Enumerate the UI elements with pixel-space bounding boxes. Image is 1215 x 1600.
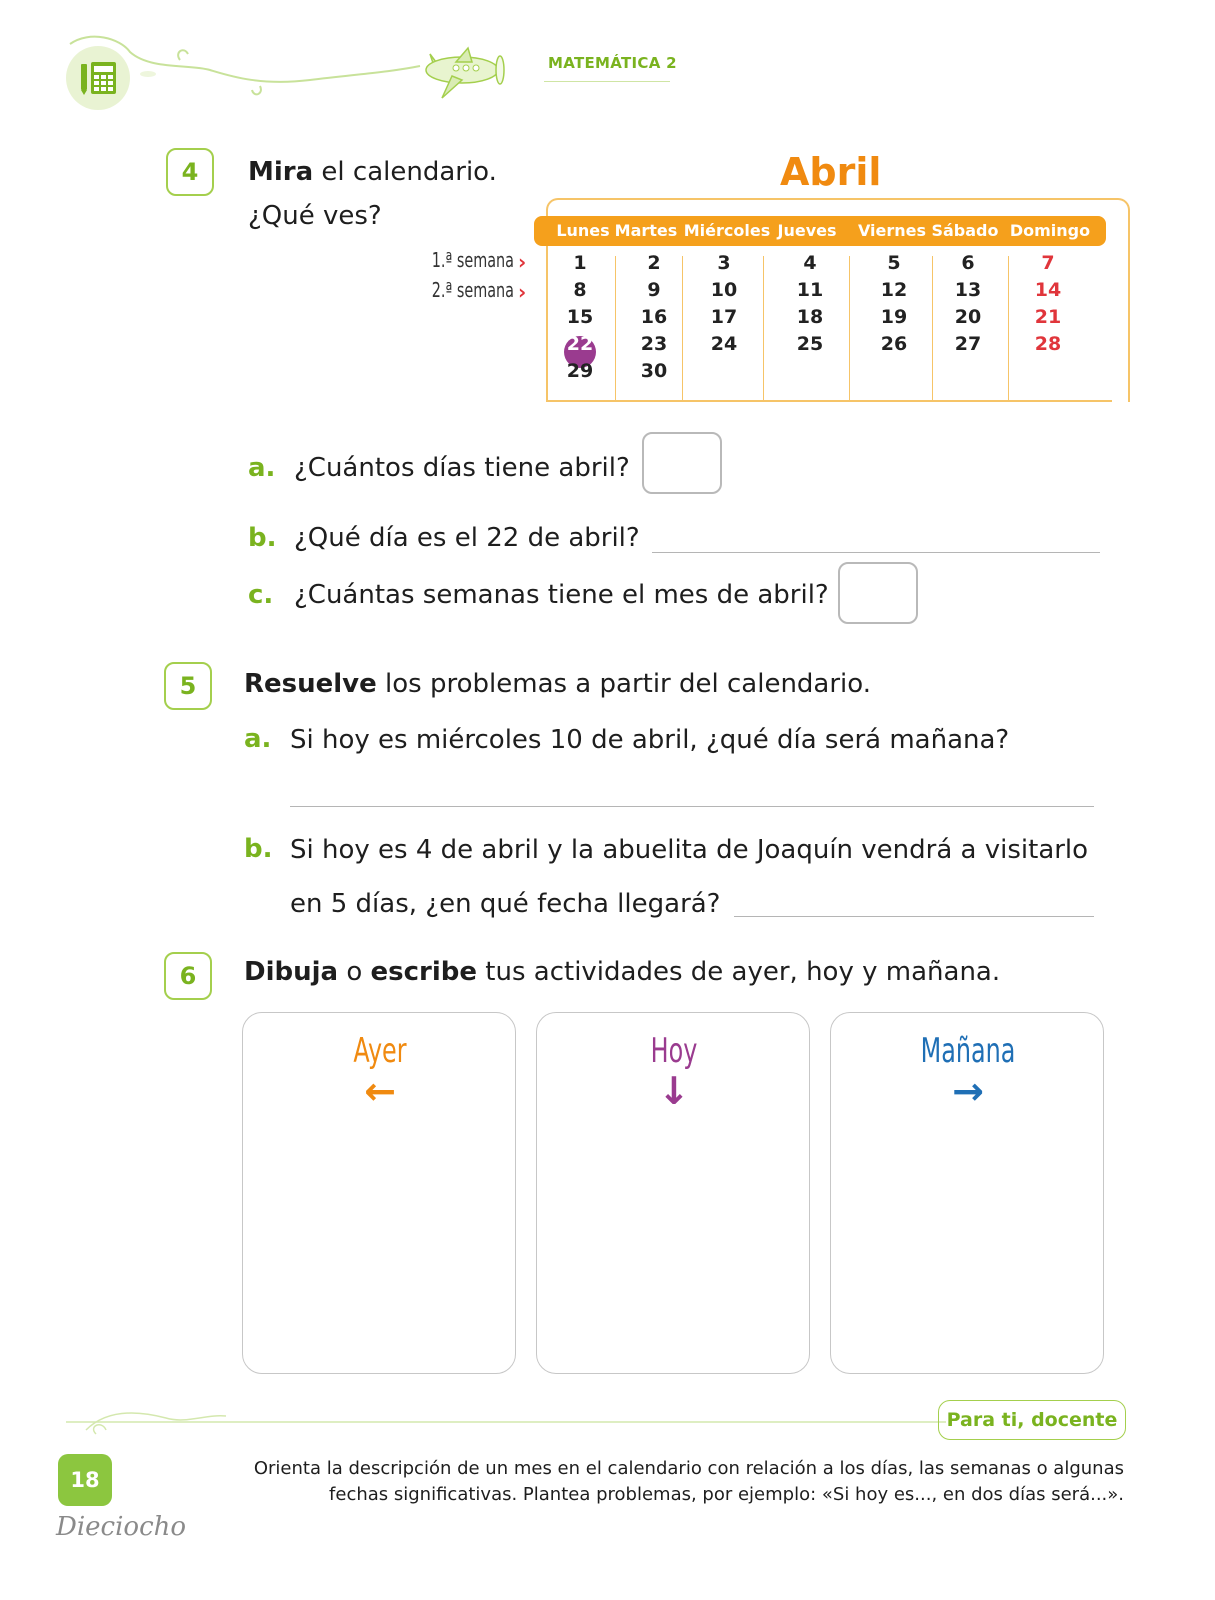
question-5b-letter: b.: [244, 834, 273, 864]
question-6-prompt-rest: tus actividades de ayer, hoy y mañana.: [477, 957, 1001, 987]
question-5b-text-line2: en 5 días, ¿en qué fecha llegará?: [290, 889, 721, 919]
calendar-date: 19: [880, 306, 908, 328]
weekday-lunes: Lunes: [556, 221, 610, 240]
calendar-date: 15: [566, 306, 594, 328]
question-4c-text: ¿Cuántas semanas tiene el mes de abril?: [294, 580, 829, 610]
arrow-down-icon: ↓: [658, 1069, 690, 1113]
calendar-date: 23: [640, 333, 668, 355]
question-6-number: 6: [164, 952, 212, 1000]
calendar-date: 24: [710, 333, 738, 355]
calendar-column-divider: [615, 256, 616, 400]
week-2-label: 2.ª semana: [431, 278, 514, 302]
weekday-miercoles: Miércoles: [683, 221, 771, 240]
activity-card-hoy[interactable]: [536, 1012, 810, 1374]
calculator-icon: [80, 58, 118, 96]
calendar-column-divider: [1008, 256, 1009, 400]
page-number-word: Dieciocho: [56, 1512, 187, 1542]
calendar-date: 2: [647, 252, 661, 274]
teacher-note-line2: fechas significativas. Plantea problemas, por ejemplo: «Si hoy es..., en dos días será...».: [329, 1484, 1124, 1505]
question-4-number: 4: [166, 148, 214, 196]
calendar-date: 30: [640, 360, 668, 382]
question-4c-letter: c.: [248, 580, 274, 610]
question-4a-text: ¿Cuántos días tiene abril?: [294, 453, 630, 483]
week-1-label: 1.ª semana: [431, 248, 514, 272]
calendar-date: 8: [573, 279, 587, 301]
calendar-date: 16: [640, 306, 668, 328]
calendar-date: 3: [717, 252, 731, 274]
question-5a-text: Si hoy es miércoles 10 de abril, ¿qué día será mañana?: [290, 725, 1010, 755]
calendar-bottom-line: [546, 400, 1112, 402]
calendar-column-divider: [932, 256, 933, 400]
question-4-prompt-line2: ¿Qué ves?: [248, 201, 382, 231]
week-2-arrow-icon: ›: [518, 280, 527, 304]
question-4b-answer-line[interactable]: [652, 552, 1100, 553]
question-6-prompt: [244, 956, 1000, 988]
question-4-verb: Mira: [248, 157, 314, 187]
calendar-date: 25: [796, 333, 824, 355]
calendar-date: 21: [1034, 306, 1062, 328]
weekday-martes: Martes: [614, 221, 678, 240]
question-4a-answer-box[interactable]: [642, 432, 722, 494]
activity-card-manana-title: Mañana: [920, 1031, 1016, 1071]
arrow-left-icon: ←: [364, 1069, 396, 1113]
activity-card-hoy-title: Hoy: [650, 1031, 698, 1071]
calendar-date: 6: [961, 252, 975, 274]
activity-card-ayer-title: Ayer: [353, 1031, 407, 1071]
question-5a-answer-line[interactable]: [290, 806, 1094, 807]
calendar-date: 17: [710, 306, 738, 328]
calendar-date: 5: [887, 252, 901, 274]
weekday-sabado: Sábado: [931, 221, 999, 240]
question-5a-letter: a.: [244, 724, 272, 754]
question-5-prompt: [244, 668, 871, 700]
question-4b-letter: b.: [248, 523, 277, 553]
question-4a-letter: a.: [248, 453, 276, 483]
calendar-date: 22: [566, 333, 594, 355]
weekday-viernes: Viernes: [857, 221, 927, 240]
week-1-arrow-icon: ›: [518, 250, 527, 274]
calendar-date: 20: [954, 306, 982, 328]
calendar-date: 14: [1034, 279, 1062, 301]
teacher-note-line1: Orienta la descripción de un mes en el calendario con relación a los días, las semanas o algunas: [253, 1458, 1124, 1479]
calendar-month-title: Abril: [780, 150, 882, 194]
question-5-number: 5: [164, 662, 212, 710]
calendar-date: 11: [796, 279, 824, 301]
teacher-note-tag: Para ti, docente: [938, 1400, 1126, 1440]
question-5b-answer-line[interactable]: [734, 916, 1094, 917]
weekday-domingo: Domingo: [1009, 221, 1091, 240]
question-6-connector: o: [338, 957, 371, 987]
calendar-date: 10: [710, 279, 738, 301]
calendar-column-divider: [849, 256, 850, 400]
calendar-date: 7: [1041, 252, 1055, 274]
question-6-verb-1: Dibuja: [244, 957, 339, 987]
calendar-date: 1: [573, 252, 587, 274]
page-number-badge: 18: [58, 1454, 112, 1506]
footer-vine-decoration: [66, 1400, 946, 1440]
calendar-date: 12: [880, 279, 908, 301]
activity-card-ayer[interactable]: [242, 1012, 516, 1374]
question-4-prompt-rest: el calendario.: [313, 157, 497, 187]
calendar-date: 26: [880, 333, 908, 355]
calendar-date: 27: [954, 333, 982, 355]
question-4b-text: ¿Qué día es el 22 de abril?: [294, 523, 640, 553]
question-4c-answer-box[interactable]: [838, 562, 918, 624]
calendar-date: 18: [796, 306, 824, 328]
calendar-date: 28: [1034, 333, 1062, 355]
question-4-prompt: [248, 156, 497, 188]
calendar-date: 29: [566, 360, 594, 382]
header-rule: [544, 81, 670, 82]
weekday-jueves: Jueves: [777, 221, 837, 240]
activity-card-manana[interactable]: [830, 1012, 1104, 1374]
question-5-prompt-rest: los problemas a partir del calendario.: [376, 669, 871, 699]
arrow-right-icon: →: [952, 1069, 984, 1113]
calendar-date: 4: [803, 252, 817, 274]
calendar-date: 9: [647, 279, 661, 301]
teacher-note: [194, 1456, 1124, 1508]
subject-title: MATEMÁTICA 2: [548, 54, 677, 72]
calendar-date: 13: [954, 279, 982, 301]
airplane-illustration: [412, 40, 512, 104]
question-5-verb: Resuelve: [244, 669, 377, 699]
question-6-verb-2: escribe: [370, 957, 478, 987]
question-5b-text-line1: Si hoy es 4 de abril y la abuelita de Joaquín vendrá a visitarlo: [290, 835, 1089, 865]
calendar-column-divider: [763, 256, 764, 400]
